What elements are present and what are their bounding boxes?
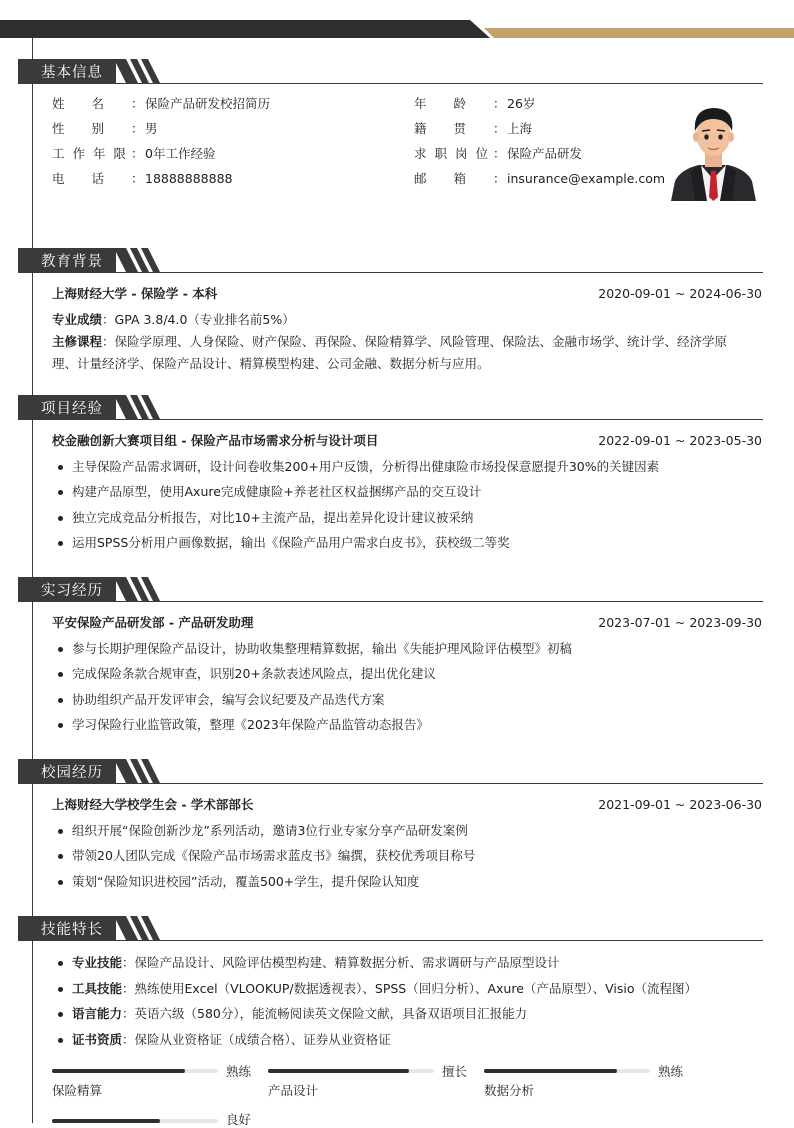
label-char: 龄 [453, 96, 466, 111]
internship-bullet: 参与长期护理保险产品设计，协助收集整理精算数据，输出《失能护理风险评估模型》初稿 [72, 641, 573, 656]
section-tab [18, 916, 116, 940]
skill-label: 语言能力 [72, 1006, 123, 1021]
section-education [18, 248, 763, 274]
skill-bar-track [52, 1119, 218, 1123]
label-char: 贯 [453, 121, 466, 136]
label-char: 岗 [454, 146, 468, 161]
skill-level-text: 擅长 [442, 1064, 468, 1079]
section-title: 基本信息 [41, 65, 103, 81]
campus-bullet: 策划“保险知识进校园”活动，覆盖500+学生，提升保险认知度 [72, 874, 420, 889]
courses-value: ：保险学原理、人身保险、财产保险、再保险、保险精算学、风险管理、保险法、金融市场学、统计学、经济学原 [102, 334, 728, 349]
internship-bullet: 完成保险条款合规审查，识别20+条款表述风险点，提出优化建议 [72, 666, 436, 681]
stripe-decoration [114, 577, 174, 601]
campus-date: 2021-09-01 ~ 2023-06-30 [598, 797, 762, 812]
colon: ： [131, 146, 144, 161]
gpa-line [52, 312, 295, 328]
age-value: 26岁 [507, 96, 536, 111]
bullet-dot [58, 961, 63, 966]
skill-value: ：保险产品设计、风险评估模型构建、精算数据分析、需求调研与产品原型设计 [122, 955, 560, 970]
section-rule [18, 601, 763, 602]
gender-value: 男 [145, 121, 158, 136]
skill-bar-track [484, 1069, 650, 1073]
project-bullet: 主导保险产品需求调研，设计问卷收集200+用户反馈，分析得出健康险市场投保意愿提升30%的关键因素 [72, 459, 660, 474]
label-char: 作 [72, 146, 85, 161]
gpa-label: 专业成绩 [52, 312, 103, 327]
education-date: 2020-09-01 ~ 2024-06-30 [598, 286, 762, 301]
internship-bullet: 学习保险行业监管政策，整理《2023年保险产品监管动态报告》 [72, 717, 429, 732]
colon: ： [131, 96, 144, 111]
position-label [414, 146, 488, 162]
section-campus [18, 759, 763, 785]
label-char: 籍 [414, 121, 427, 136]
bullet-dot [58, 672, 63, 677]
label-char: 别 [91, 121, 104, 136]
section-title: 项目经验 [41, 401, 103, 417]
bullet-dot [58, 723, 63, 728]
section-tab [18, 759, 116, 783]
section-internship [18, 577, 763, 603]
bullet-dot [58, 516, 63, 521]
bullet-dot [58, 647, 63, 652]
label-char: 姓 [52, 96, 65, 111]
skill-label: 工具技能 [72, 981, 123, 996]
years-value: 0年工作经验 [145, 146, 216, 161]
label-char: 求 [414, 146, 427, 161]
header-dark-band [0, 20, 490, 38]
label-char: 名 [91, 96, 104, 111]
bullet-dot [58, 698, 63, 703]
phone-value: 18888888888 [145, 171, 233, 186]
project-bullet: 构建产品原型，使用Axure完成健康险+养老社区权益捆绑产品的交互设计 [72, 484, 482, 499]
years-label [52, 146, 126, 162]
bullet-dot [58, 829, 63, 834]
project-title: 校金融创新大赛项目组 - 保险产品市场需求分析与设计项目 [52, 433, 379, 448]
skill-bar-name: 数据分析 [484, 1083, 535, 1098]
section-rule [18, 419, 763, 420]
section-rule [18, 783, 763, 784]
section-rule [18, 272, 763, 273]
stripe-decoration [114, 59, 174, 83]
phone-label [52, 171, 104, 187]
colon: ： [493, 171, 506, 186]
bullet-dot [58, 1012, 63, 1017]
name-label [52, 96, 104, 112]
position-value: 保险产品研发 [507, 146, 583, 161]
section-skills [18, 916, 763, 942]
section-title: 教育背景 [41, 254, 103, 270]
label-char: 工 [52, 146, 65, 161]
skill-value: ：英语六级（580分），能流畅阅读英文保险文献，具备双语项目汇报能力 [122, 1006, 528, 1021]
colon: ： [493, 146, 506, 161]
avatar-photo [665, 101, 762, 201]
skill-level-text: 熟练 [658, 1064, 684, 1079]
section-basic-info [18, 59, 763, 85]
campus-title: 上海财经大学校学生会 - 学术部部长 [52, 797, 254, 812]
stripe-decoration [114, 248, 174, 272]
skill-bar-track [52, 1069, 218, 1073]
project-bullet: 运用SPSS分析用户画像数据，输出《保险产品用户需求白皮书》，获校级二等奖 [72, 535, 510, 550]
skill-value: ：熟练使用Excel（VLOOKUP/数据透视表）、SPSS（回归分析）、Axure（产品原型）、Visio（流程图） [122, 981, 698, 996]
bullet-dot [58, 1038, 63, 1043]
label-char: 位 [475, 146, 488, 161]
skill-item [72, 1006, 527, 1022]
header-decoration [0, 20, 794, 38]
section-title: 校园经历 [41, 765, 103, 781]
section-tab [18, 395, 116, 419]
courses-label: 主修课程 [52, 334, 103, 349]
gpa-value: ：GPA 3.8/4.0（专业排名前5%） [102, 312, 295, 327]
section-project [18, 395, 763, 421]
stripe-decoration [114, 916, 174, 940]
bullet-dot [58, 465, 63, 470]
skill-bar-fill [484, 1069, 617, 1073]
project-date: 2022-09-01 ~ 2023-05-30 [598, 433, 762, 448]
courses-line [52, 334, 727, 350]
project-bullet: 独立完成竞品分析报告，对比10+主流产品，提出差异化设计建议被采纳 [72, 510, 474, 525]
section-title: 实习经历 [41, 583, 103, 599]
bullet-dot [58, 987, 63, 992]
label-char: 话 [91, 171, 104, 186]
section-rule [18, 83, 763, 84]
label-char: 职 [434, 146, 447, 161]
colon: ： [493, 96, 506, 111]
label-char: 年 [92, 146, 106, 161]
skill-label: 专业技能 [72, 955, 123, 970]
colon: ： [493, 121, 506, 136]
skill-level-text: 熟练 [226, 1064, 252, 1079]
skill-bar-fill [52, 1119, 160, 1123]
email-value: insurance@example.com [507, 171, 666, 186]
internship-title: 平安保险产品研发部 - 产品研发助理 [52, 615, 254, 630]
label-char: 性 [52, 121, 65, 136]
skill-value: ：保险从业资格证（成绩合格）、证券从业资格证 [122, 1032, 391, 1047]
age-label [414, 96, 466, 112]
header-gold-band [484, 28, 794, 38]
skill-item [72, 1032, 391, 1048]
label-char: 电 [52, 171, 65, 186]
skill-bar-name: 保险精算 [52, 1083, 103, 1098]
skill-item [72, 981, 697, 997]
skill-bar-track [268, 1069, 434, 1073]
education-title: 上海财经大学 - 保险学 - 本科 [52, 286, 218, 301]
courses-line-2: 理、计量经济学、保险产品设计、精算模型构建、公司金融、数据分析与应用。 [52, 356, 490, 371]
section-tab [18, 59, 116, 83]
section-rule [18, 940, 763, 941]
section-tab [18, 248, 116, 272]
label-char: 限 [113, 146, 126, 161]
label-char: 年 [414, 96, 427, 111]
stripe-decoration [114, 395, 174, 419]
bullet-dot [58, 880, 63, 885]
email-label [414, 171, 466, 187]
skill-bar-fill [52, 1069, 185, 1073]
colon: ： [131, 171, 144, 186]
label-char: 邮 [414, 171, 427, 186]
bullet-dot [58, 854, 63, 859]
internship-bullet: 协助组织产品开发评审会，编写会议纪要及产品迭代方案 [72, 692, 385, 707]
section-title: 技能特长 [41, 922, 103, 938]
label-char: 箱 [453, 171, 466, 186]
bullet-dot [58, 541, 63, 546]
skill-level-text: 良好 [226, 1112, 252, 1127]
section-tab [18, 577, 116, 601]
origin-value: 上海 [507, 121, 533, 136]
gender-label [52, 121, 104, 137]
skill-bar-fill [268, 1069, 409, 1073]
bullet-dot [58, 490, 63, 495]
skill-bar-name: 产品设计 [268, 1083, 319, 1098]
campus-bullet: 组织开展“保险创新沙龙”系列活动，邀请3位行业专家分享产品研发案例 [72, 823, 468, 838]
skill-item [72, 955, 560, 971]
skill-label: 证书资质 [72, 1032, 123, 1047]
origin-label [414, 121, 466, 137]
name-value: 保险产品研发校招简历 [145, 96, 271, 111]
campus-bullet: 带领20人团队完成《保险产品市场需求蓝皮书》编撰，获校优秀项目称号 [72, 848, 476, 863]
stripe-decoration [114, 759, 174, 783]
internship-date: 2023-07-01 ~ 2023-09-30 [598, 615, 762, 630]
colon: ： [131, 121, 144, 136]
